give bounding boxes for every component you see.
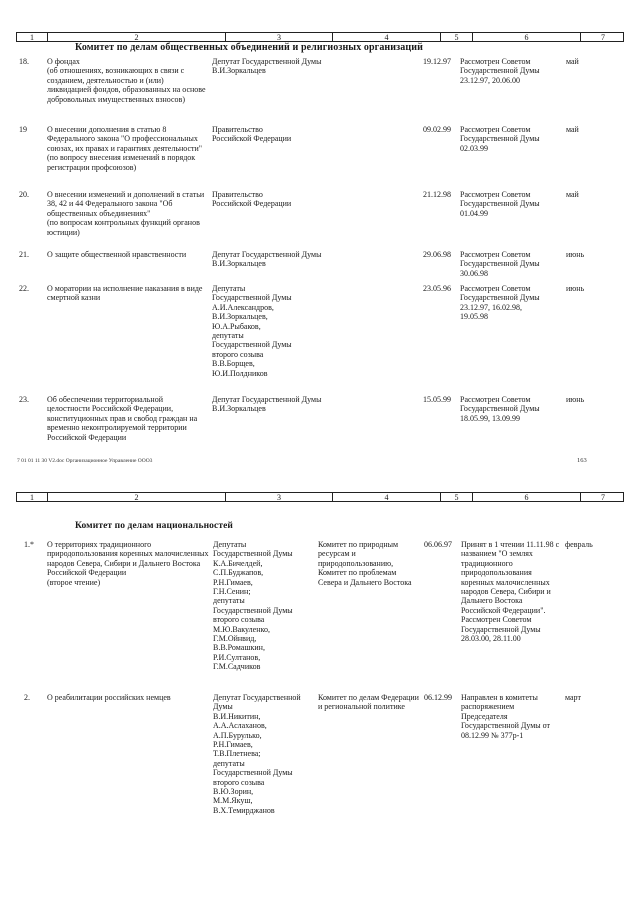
bill-title: О внесении изменений и дополнений в статьи 38, 42 и 44 Федерального закона "Об общественных объединениях" (по вопросам контрольных функций органов юстиции) (47, 190, 205, 237)
column-header-7: 7 (580, 493, 625, 501)
bill-date: 09.02.99 (423, 125, 451, 134)
bill-month: май (566, 57, 579, 66)
bill-title: О территориях традиционного природопользования коренных малочисленных народов Севера, Сибири и Дальнего Востока Российской Федерации (второе чтение) (47, 540, 209, 587)
bill-month: май (566, 125, 579, 134)
row-number: 20. (19, 190, 29, 199)
column-header-5: 5 (440, 493, 472, 501)
row-number: 18. (19, 57, 29, 66)
row-number: 21. (19, 250, 29, 259)
bill-month: март (565, 693, 581, 702)
column-header-6: 6 (472, 33, 580, 41)
bill-date: 21.12.98 (423, 190, 451, 199)
bill-author: Депутат Государственной Думы В.И.Зоркальцев (212, 395, 322, 414)
section-title-nationalities: Комитет по делам национальностей (75, 521, 233, 531)
column-header-2: 2 (47, 493, 225, 501)
bill-author: Депутаты Государственной Думы К.А.Бичелдей, С.П.Буджапов, Р.Н.Гимаев, Г.Н.Сенин; депутаты Государственной Думы второго созыва М.Ю.Вакуленко, Г.М.Ойнвид, В.В.Ромашкин, Р.И.Султанов, Г.М.Садчиков (213, 540, 293, 672)
bill-date: 29.06.98 (423, 250, 451, 259)
bill-status: Рассмотрен Советом Государственной Думы 02.03.99 (460, 125, 540, 153)
file-reference-footer: 7 01 01 11 30 V2.doc Организационное Управление ООО3 (17, 458, 153, 464)
bill-status: Рассмотрен Советом Государственной Думы 23.12.97, 16.02.98, 19.05.98 (460, 284, 540, 322)
row-number: 2. (24, 693, 30, 702)
row-number: 19 (19, 125, 27, 134)
bill-month: июнь (566, 284, 585, 293)
bill-status: Направлен в комитеты распоряжением Председателя Государственной Думы от 08.12.99 № 377р-1 (461, 693, 551, 740)
bill-title: Об обеспечении территориальной целостности Российской Федерации, конституционных прав и свобод граждан на временно неконтролируемой территории Российской Федерации (47, 395, 198, 442)
column-header-1: 1 (30, 493, 34, 502)
section-title-public-associations: Комитет по делам общественных объединений и религиозных организаций (75, 42, 423, 53)
bill-status: Рассмотрен Советом Государственной Думы 23.12.97, 20.06.00 (460, 57, 540, 85)
bill-month: май (566, 190, 579, 199)
column-header-3: 3 (225, 493, 332, 501)
column-header-row-top (16, 32, 624, 42)
bill-status: Принят в 1 чтении 11.11.98 с названием "О землях традиционного природопользования коренных малочисленных народов Севера, Сибири и Дальнего Востока Российской Федерации". Рассмотрен Советом Государственной Думы 28.03.00, 28.11.00 (461, 540, 560, 644)
column-header-1: 1 (30, 33, 34, 42)
bill-title: О внесении дополнения в статью 8 Федерального закона "О профессиональных союзах, их правах и гарантиях деятельности" (по вопросу внесения изменений в порядок регистрации профсоюзов) (47, 125, 203, 172)
bill-title: О фондах (об отношениях, возникающих в связи с созданием, деятельностью и (или) ликвидацией фондов, образованных на основе добровольных имущественных взносов) (47, 57, 206, 104)
bill-title: О реабилитации российских немцев (47, 693, 171, 702)
bill-title: О защите общественной нравственности (47, 250, 187, 259)
column-header-2: 2 (47, 33, 225, 41)
column-header-3: 3 (225, 33, 332, 41)
column-header-7: 7 (580, 33, 625, 41)
bill-title: О моратории на исполнение наказания в виде смертной казни (47, 284, 203, 303)
row-number: 22. (19, 284, 29, 293)
bill-date: 23.05.96 (423, 284, 451, 293)
bill-status: Рассмотрен Советом Государственной Думы 18.05.99, 13.09.99 (460, 395, 540, 423)
row-number: 23. (19, 395, 29, 404)
column-header-row-bottom (16, 492, 624, 502)
bill-month: июнь (566, 395, 585, 404)
bill-date: 15.05.99 (423, 395, 451, 404)
bill-date: 19.12.97 (423, 57, 451, 66)
bill-date: 06.06.97 (424, 540, 452, 549)
bill-author: Депутаты Государственной Думы А.И.Александров, В.И.Зоркальцев, Ю.А.Рыбаков, депутаты Государственной Думы второго созыва В.В.Борщев, Ю.И.Полдников (212, 284, 292, 378)
column-header-5: 5 (440, 33, 472, 41)
bill-author: Депутат Государственной Думы В.И.Зоркальцев (212, 57, 322, 76)
bill-date: 06.12.99 (424, 693, 452, 702)
bill-month: февраль (565, 540, 593, 549)
bill-status: Рассмотрен Советом Государственной Думы 01.04.99 (460, 190, 540, 218)
bill-committee: Комитет по природным ресурсам и природопользованию, Комитет по проблемам Севера и Дальнего Востока (318, 540, 412, 587)
bill-status: Рассмотрен Советом Государственной Думы 30.06.98 (460, 250, 540, 278)
column-header-4: 4 (332, 33, 440, 41)
page-number: 163 (577, 457, 587, 464)
bill-author: Правительство Российской Федерации (212, 125, 292, 144)
column-header-6: 6 (472, 493, 580, 501)
bill-author: Депутат Государственной Думы В.И.Зоркальцев (212, 250, 322, 269)
bill-author: Депутат Государственной Думы В.И.Никитин, А.А.Аслаханов, А.П.Бурулько, Р.Н.Гимаев, Т.В.Плетнева; депутаты Государственной Думы второго созыва В.Ю.Зорин, М.М.Якуш, В.Х.Темирджанов (213, 693, 301, 815)
row-number: 1.* (24, 540, 34, 549)
column-header-4: 4 (332, 493, 440, 501)
bill-author: Правительство Российской Федерации (212, 190, 292, 209)
bill-committee: Комитет по делам Федерации и региональной политике (318, 693, 419, 712)
bill-month: июнь (566, 250, 585, 259)
